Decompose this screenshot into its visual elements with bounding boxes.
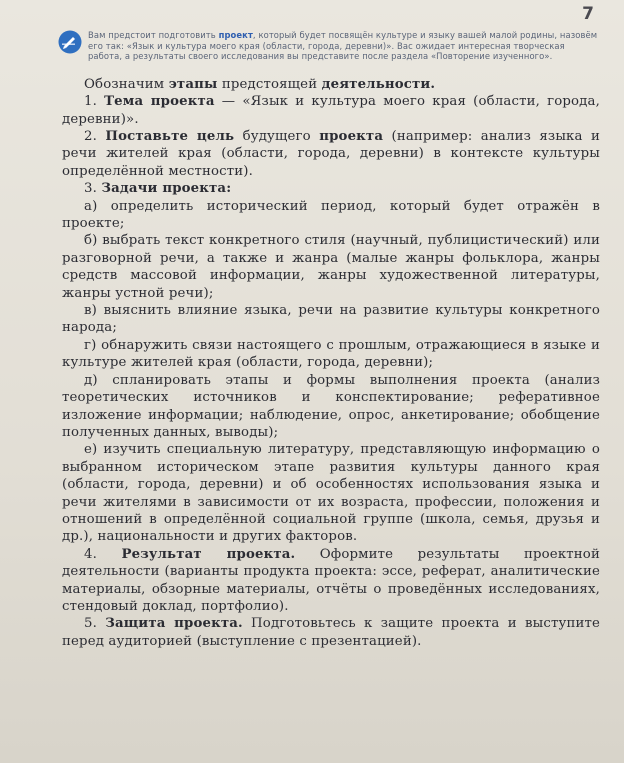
item-topic (62, 93, 600, 128)
item-number: 2. (84, 129, 106, 144)
item-text: Оформите результаты проектной деятельности (варианты продукта проекта: эссе, реферат, аналитические материалы, обзорные материалы, отчёты о проведённых исследованиях, стендовый доклад, портфолио). (62, 546, 600, 614)
lead-middle: предстоящей (217, 76, 322, 92)
item-heading: Защита проекта. (105, 616, 243, 632)
lead-prefix: Обозначим (84, 76, 169, 92)
item-heading: Тема проекта (104, 94, 215, 110)
pen-icon (58, 30, 82, 54)
task-c: в) выяснить влияние языка, речи на развитие культуры конкретного народа; (62, 303, 600, 336)
item-text: — «Язык и культура моего края (области, города, деревни)». (62, 94, 600, 127)
item-number: 4. (84, 546, 122, 562)
item-heading: Результат проекта. (121, 546, 296, 562)
item-text: Подготовьтесь к защите проекта и выступите перед аудиторией (выступление с презентацией). (62, 616, 600, 649)
task-a: а) определить исторический период, который будет отражён в проекте; (62, 198, 600, 232)
item-defense (62, 615, 600, 650)
item-heading-2: проекта (319, 129, 384, 144)
lead-bold-stages: этапы (168, 76, 218, 92)
item-tasks (62, 180, 600, 197)
page-number: 7 (582, 4, 594, 24)
item-text: будущего (234, 129, 320, 144)
item-heading: Поставьте цель (105, 129, 235, 144)
item-number: 3. (84, 181, 102, 197)
item-text-2: (например: анализ языка и речи жителей края (области, города, деревни) в контексте культуры определённой местности). (62, 129, 600, 179)
lead-bold-activity: деятельности. (321, 76, 436, 92)
item-heading: Задачи проекта: (101, 181, 232, 197)
item-result (62, 546, 600, 616)
intro-keyword: проект (218, 30, 253, 40)
task-f: е) изучить специальную литературу, представляющую информацию о выбранном историческом этапе развития культуры данного края (области, города, деревни) и об особенностях использования языка и речи жителями в зависимости от их возраста, профессии, положения и отношений в определённой социальной группе (школа, семья, друзья и др.), национальности и других факторов. (62, 442, 600, 545)
task-b: б) выбрать текст конкретного стиля (научный, публицистический) или разговорной речи, а также и жанра (малые жанры фольклора, жанры средств массовой информации, жанры художественной литературы, жанры устной речи); (62, 233, 600, 301)
intro-text-part2: , который будет посвящён культуре и языку вашей малой родины, назовём его так: «Язык и культура моего края (области, города, деревни)». Вас ожидает интересная творческая работа, а результаты своего исследования вы представите после раздела «Повторение изученного». (88, 30, 598, 62)
stages-lead (62, 76, 600, 93)
task-d: г) обнаружить связи настоящего с прошлым, отражающиеся в языке и культуре жителей края (области, города, деревни); (62, 337, 600, 371)
item-number: 5. (84, 616, 106, 632)
item-goal (62, 128, 600, 180)
intro-note (88, 30, 600, 62)
task-e: д) спланировать этапы и формы выполнения проекта (анализ теоретических источников и конспектирование; реферативное изложение информации; наблюдение, опрос, анкетирование; обобщение полученных данных, выводы); (62, 372, 600, 440)
intro-text-part1: Вам предстоит подготовить (88, 30, 219, 40)
item-number: 1. (84, 94, 105, 110)
